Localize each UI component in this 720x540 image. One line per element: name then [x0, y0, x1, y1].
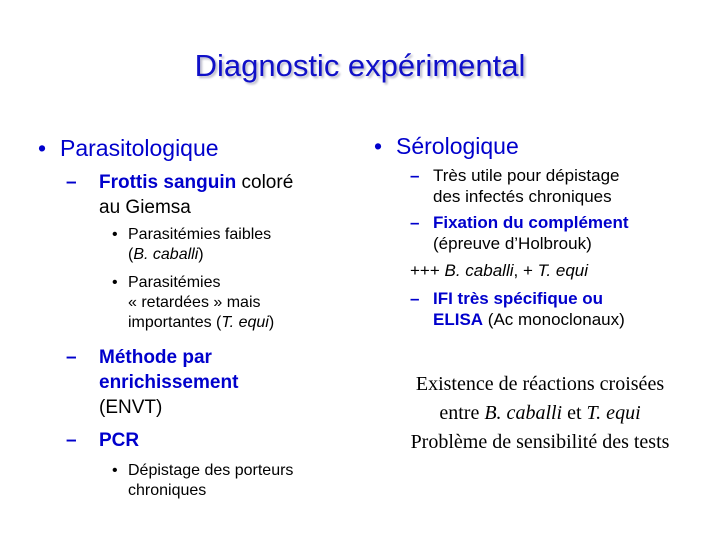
plus-line	[410, 260, 710, 281]
item-frottis	[66, 170, 366, 220]
note-line2b: et	[562, 402, 587, 424]
sub-bullet-dot: •	[112, 274, 118, 291]
frottis-bold: Frottis sanguin	[99, 172, 237, 193]
item2-bold: Fixation du complément	[433, 213, 629, 232]
dash-marker: –	[66, 347, 77, 368]
sub-bullet-dot: •	[112, 462, 118, 479]
sub1-line1: Parasitémies faibles	[128, 226, 272, 243]
cross-reaction-note	[360, 370, 720, 457]
item-pcr	[66, 428, 366, 453]
item3-bold2: ELISA	[433, 310, 484, 329]
sub2-line3a: importantes (	[128, 314, 222, 331]
note-line2a: entre	[439, 402, 485, 424]
item-methode	[66, 345, 366, 420]
sub-parasitemies-retardees	[112, 273, 342, 333]
note-species2: T. equi	[586, 402, 641, 424]
item-fixation	[410, 212, 710, 254]
bullet-dot: •	[38, 135, 47, 161]
item-tres-utile	[410, 165, 710, 207]
sub1-close: )	[198, 246, 204, 263]
sub1-open: (	[128, 246, 134, 263]
frottis-rest: coloré	[236, 172, 294, 193]
plus-species1: B. caballi	[444, 261, 514, 280]
dash-marker: –	[410, 166, 420, 185]
item1-line1: Très utile pour dépistage	[433, 166, 620, 185]
item3-rest: (Ac monoclonaux)	[483, 310, 625, 329]
item1-line2: des infectés chroniques	[433, 187, 612, 206]
sub-parasitemies-faibles	[112, 225, 342, 265]
sub2-line1: Parasitémies	[128, 274, 221, 291]
sub3-line1: Dépistage des porteurs	[128, 462, 294, 479]
sub-bullet-dot: •	[112, 226, 118, 243]
sub3-line2: chroniques	[128, 482, 207, 499]
plus-mid: , +	[513, 261, 538, 280]
dash-marker: –	[410, 289, 420, 308]
methode-line2: enrichissement	[99, 372, 239, 393]
heading-serologique: Sérologique	[396, 133, 519, 159]
dash-marker: –	[410, 213, 420, 232]
slide-title: Diagnostic expérimental	[194, 48, 526, 83]
frottis-line2: au Giemsa	[99, 197, 191, 218]
sub2-species: T. equi	[221, 314, 269, 331]
pcr-label: PCR	[99, 430, 140, 451]
note-species1: B. caballi	[484, 402, 563, 424]
bullet-serologique	[374, 133, 519, 160]
heading-parasitologique: Parasitologique	[60, 135, 219, 161]
methode-line1: Méthode par	[99, 347, 212, 368]
sub2-line2: « retardées » mais	[128, 294, 261, 311]
note-line3: Problème de sensibilité des tests	[410, 431, 670, 453]
item3-bold1: IFI très spécifique ou	[433, 289, 604, 308]
dash-marker: –	[66, 172, 77, 193]
note-line1: Existence de réactions croisées	[415, 373, 665, 395]
bullet-parasitologique	[38, 135, 219, 162]
plus-prefix: +++	[410, 261, 445, 280]
item2-line2: (épreuve d’Holbrouk)	[433, 234, 592, 253]
sub2-line3b: )	[268, 314, 275, 331]
plus-species2: T. equi	[537, 261, 589, 280]
sub-depistage	[112, 461, 352, 501]
item-ifi	[410, 288, 710, 330]
bullet-dot: •	[374, 133, 383, 159]
dash-marker: –	[66, 430, 77, 451]
sub1-species: B. caballi	[133, 246, 199, 263]
methode-line3: (ENVT)	[99, 397, 163, 418]
